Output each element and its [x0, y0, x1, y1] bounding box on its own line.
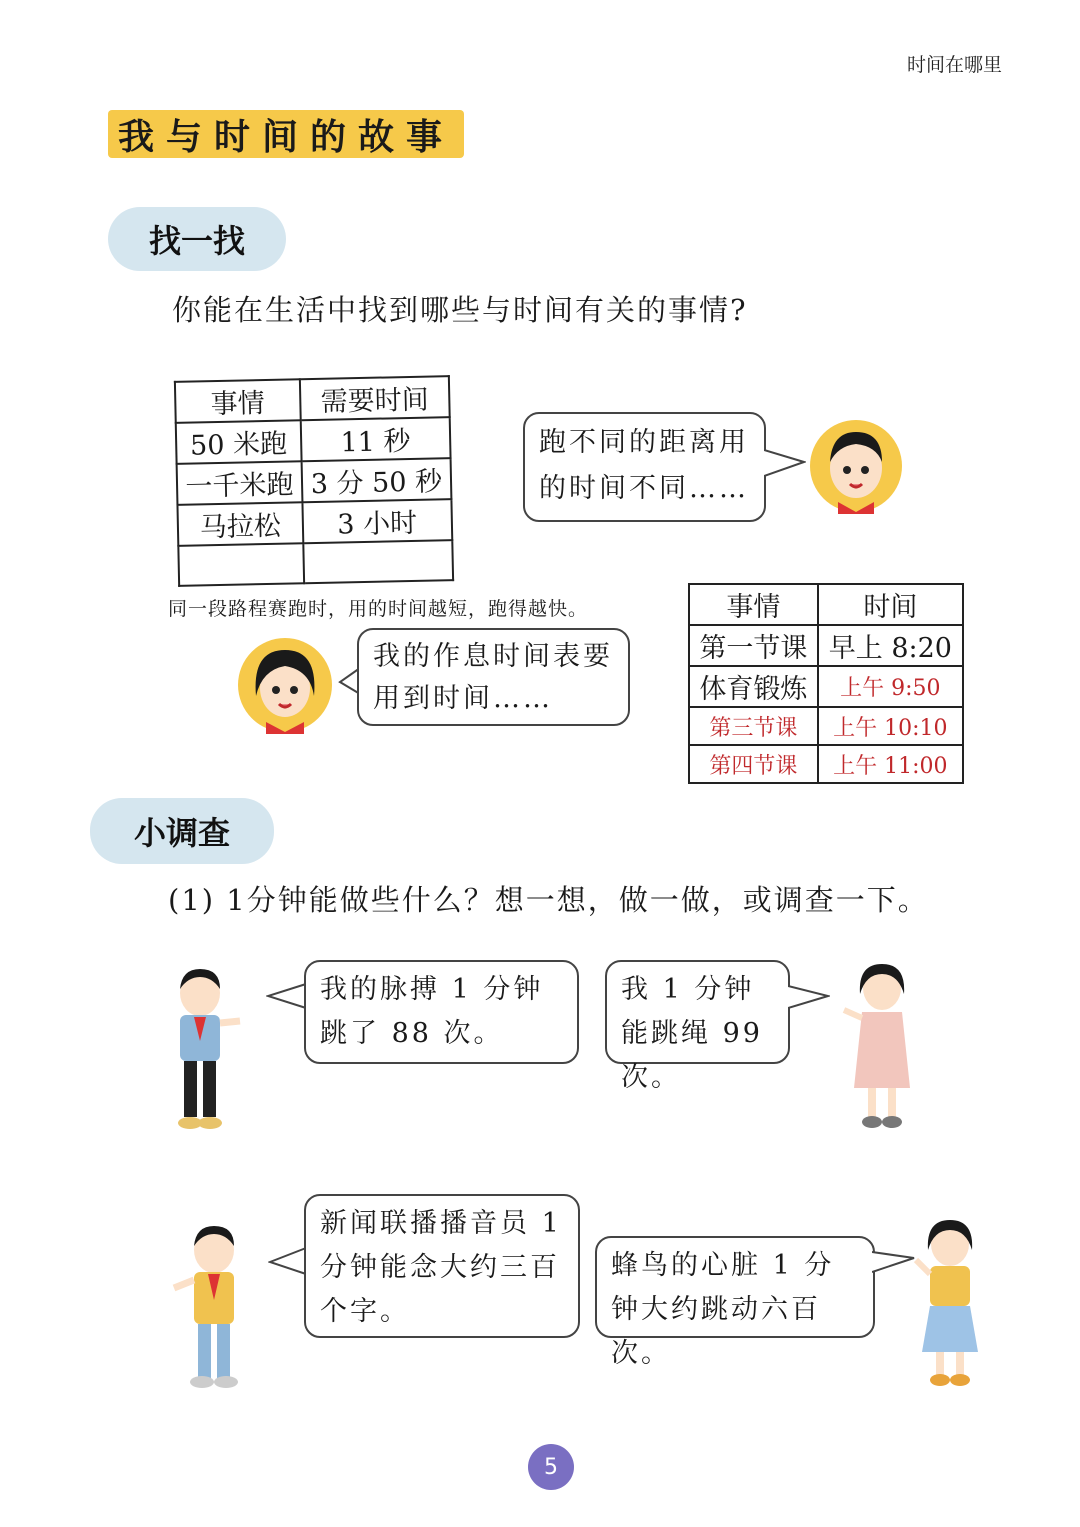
find-question: 你能在生活中找到哪些与时间有关的事情?	[172, 293, 748, 327]
boy-figure	[160, 965, 246, 1137]
schedule-table	[688, 583, 964, 784]
table-cell: 体育锻炼	[689, 666, 818, 707]
bubble-tail	[764, 446, 806, 482]
boy-avatar	[808, 418, 904, 514]
bubble-tail	[266, 980, 308, 1016]
run-times-table	[174, 375, 454, 587]
table-cell	[303, 540, 453, 583]
table-cell-handwritten: 第四节课	[689, 745, 818, 783]
table-cell	[178, 543, 303, 586]
girl-figure	[838, 958, 924, 1136]
table-cell-handwritten: 上午 10:10	[818, 707, 963, 745]
table-cell: 早上 8:20	[818, 625, 963, 666]
girl-figure-2	[908, 1214, 990, 1390]
table-cell-handwritten: 上午 9:50	[818, 666, 963, 707]
speech-bubble-rope: 我 1 分钟能跳绳 99 次。	[605, 960, 790, 1064]
chapter-title: 时间在哪里	[906, 54, 1002, 76]
section-banner: 我与时间的故事	[108, 110, 464, 158]
table-cell-handwritten: 上午 11:00	[818, 745, 963, 783]
table-header: 事情	[175, 379, 301, 423]
speech-bubble-pulse: 我的脉搏 1 分钟跳了 88 次。	[304, 960, 579, 1064]
survey-label: 小调查	[90, 798, 274, 864]
girl-avatar	[236, 636, 334, 734]
table-cell: 第一节课	[689, 625, 818, 666]
speed-note: 同一段路程赛跑时，用的时间越短，跑得越快。	[168, 598, 589, 620]
page-number: 5	[528, 1444, 574, 1490]
find-label: 找一找	[108, 207, 286, 271]
table-cell: 11 秒	[300, 417, 450, 461]
table-cell: 50 米跑	[176, 420, 302, 464]
speech-bubble-hummingbird: 蜂鸟的心脏 1 分钟大约跳动六百次。	[595, 1236, 875, 1338]
speech-bubble-girl: 我的作息时间表要用到时间……	[357, 628, 630, 726]
speech-bubble-newsreader: 新闻联播播音员 1 分钟能念大约三百个字。	[304, 1194, 580, 1338]
survey-question: (1) 1分钟能做些什么？想一想，做一做，或调查一下。	[168, 883, 929, 917]
table-cell-handwritten: 第三节课	[689, 707, 818, 745]
table-cell: 一千米跑	[177, 461, 303, 505]
bubble-tail	[268, 1244, 308, 1280]
table-cell: 3 分 50 秒	[301, 458, 451, 502]
speech-bubble-boy: 跑不同的距离用的时间不同……	[523, 412, 766, 522]
table-cell: 马拉松	[177, 502, 303, 546]
table-cell: 3 小时	[302, 499, 452, 543]
bubble-tail	[788, 982, 830, 1014]
boy-figure-2	[168, 1222, 254, 1394]
table-header: 时间	[818, 584, 963, 625]
table-header: 事情	[689, 584, 818, 625]
table-header: 需要时间	[300, 376, 450, 420]
